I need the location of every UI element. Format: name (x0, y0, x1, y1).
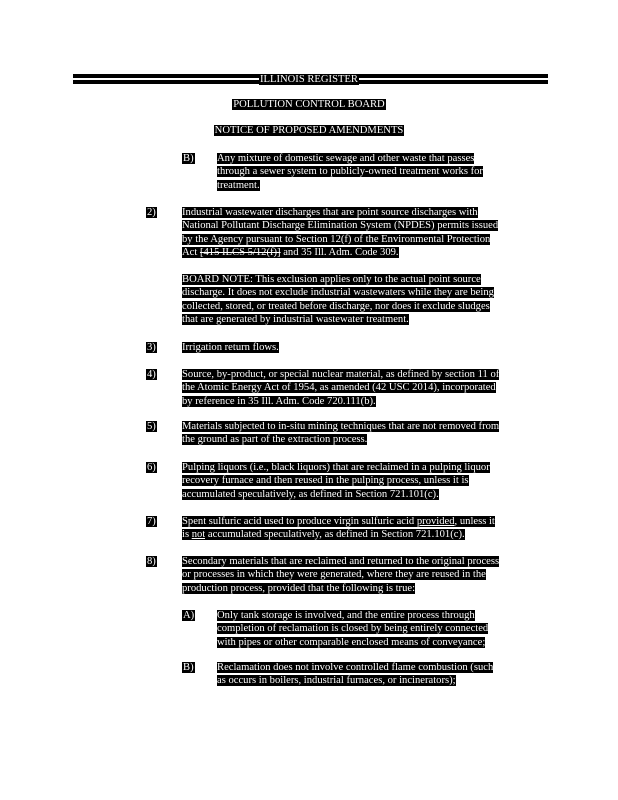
sub-a-text (217, 609, 488, 649)
struck-citation: [415 ILCS 5/12(f)] (199, 246, 281, 258)
text-line: production process, provided that the following is true: (182, 582, 416, 594)
text-line: Materials subjected to in-situ mining techniques that are not removed from (182, 421, 500, 432)
item-7-label: 7) (147, 516, 156, 527)
item-7-text (182, 515, 495, 542)
item-3-text (182, 341, 279, 354)
board-title-text: POLLUTION CONTROL BOARD (233, 99, 385, 110)
text-line: that are generated by industrial wastewater treatment. (182, 313, 409, 325)
item-6-text (182, 461, 490, 501)
item-4-label: 4) (147, 369, 156, 380)
item-2-label: 2) (147, 207, 156, 218)
text-line: accumulated speculatively, as defined in Section 721.101(c). (182, 488, 439, 500)
text-line: collected, stored, or treated before discharge, nor does it exclude sludges (182, 300, 490, 312)
item-8-label: 8) (147, 556, 156, 567)
text-line: BOARD NOTE: This exclusion applies only to the actual point source (182, 274, 481, 285)
underlined-word: provided (416, 516, 455, 527)
item-5-text (182, 420, 499, 447)
text-line: Industrial wastewater discharges that are point source discharges with (182, 207, 478, 218)
item-b-label: B) (183, 153, 194, 164)
register-title-text: ILLINOIS REGISTER (260, 74, 358, 85)
item-8-text (182, 555, 499, 595)
text-line: the Atomic Energy Act of 1954, as amended (42 USC 2014), incorporated (182, 382, 496, 394)
text-line: the ground as part of the extraction process. (182, 434, 368, 446)
text-line: through a sewer system to publicly-owned treatment works for (217, 166, 483, 178)
text-line: with pipes or other comparable enclosed means of conveyance; (217, 636, 486, 648)
text-line: completion of reclamation is closed by being entirely connected (217, 623, 489, 635)
sub-b-text (217, 661, 493, 688)
text-line: Secondary materials that are reclaimed and returned to the original process (182, 556, 500, 567)
text-line: Only tank storage is involved, and the entire process through (217, 610, 475, 621)
item-5-label: 5) (147, 421, 156, 432)
text-line: treatment. (217, 179, 260, 191)
text-line: Source, by-product, or special nuclear material, as defined by section 11 of (182, 369, 500, 380)
text-line: by reference in 35 Ill. Adm. Code 720.111(b). (182, 395, 376, 407)
item-3-label: 3) (147, 342, 156, 353)
board-title (0, 98, 618, 111)
board-note (182, 273, 494, 326)
text-line: is not accumulated speculatively, as defined in Section 721.101(c). (182, 529, 465, 541)
text-line: Any mixture of domestic sewage and other waste that passes (217, 153, 475, 164)
sub-a-label: A) (183, 610, 195, 621)
text-line: recovery furnace and then reused in the pulping process, unless it is (182, 475, 469, 487)
text-line: Irrigation return flows. (182, 342, 279, 353)
item-6-label: 6) (147, 462, 156, 473)
item-2-text (182, 206, 498, 259)
item-4-text (182, 368, 499, 408)
text-line: Spent sulfuric acid used to produce virgin sulfuric acid provided, unless it (182, 516, 495, 527)
text-line: Reclamation does not involve controlled flame combustion (such (217, 662, 494, 673)
text-line: Act [415 ILCS 5/12(f)] and 35 Ill. Adm. Code 309. (182, 246, 399, 258)
text-line: as occurs in boilers, industrial furnaces, or incinerators); (217, 675, 456, 687)
register-title (0, 73, 618, 86)
item-b-text (217, 152, 483, 192)
text-line: discharge. It does not exclude industrial wastewaters while they are being (182, 287, 494, 299)
notice-title-text: NOTICE OF PROPOSED AMENDMENTS (214, 125, 404, 136)
text-line: or processes in which they were generated, where they are reused in the (182, 569, 486, 581)
underlined-word: not (191, 529, 206, 541)
text-line: National Pollutant Discharge Elimination System (NPDES) permits issued (182, 220, 499, 232)
text-line: Pulping liquors (i.e., black liquors) that are reclaimed in a pulping liquor (182, 462, 490, 473)
sub-b-label: B) (183, 662, 194, 673)
notice-title (0, 124, 618, 137)
text-line: by the Agency pursuant to Section 12(f) of the Environmental Protection (182, 233, 491, 245)
